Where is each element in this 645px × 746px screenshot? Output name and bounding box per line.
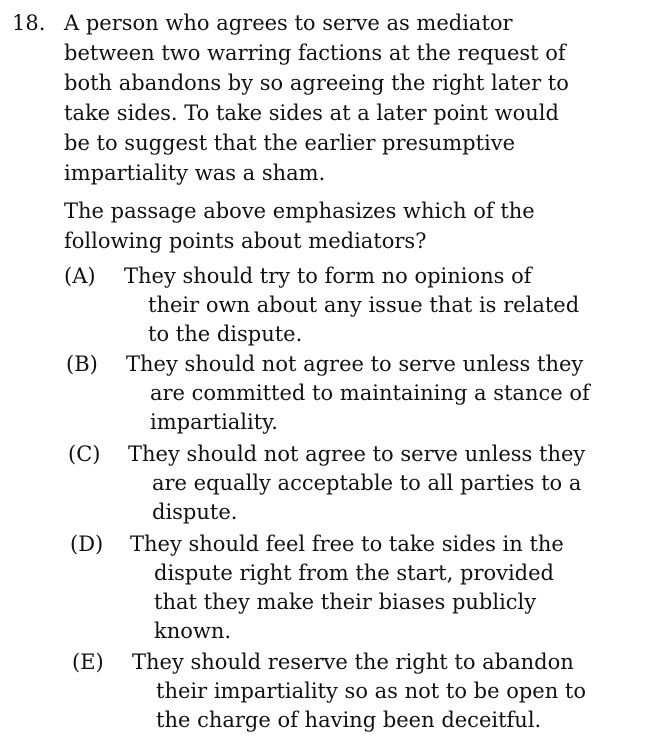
option-line: They should reserve the right to abandon [132, 650, 574, 674]
stem-line: between two warring factions at the request of [64, 41, 566, 65]
option-line: the charge of having been deceitful. [156, 708, 542, 732]
option-text [132, 648, 586, 735]
option-line: are equally acceptable to all parties to a [152, 471, 582, 495]
question-prompt [64, 196, 634, 256]
option-line: They should feel free to take sides in the [130, 532, 564, 556]
stem-line: take sides. To take sides at a later point would [64, 101, 559, 125]
option-text [128, 440, 585, 527]
option-letter: (B) [66, 352, 98, 376]
question-stem [64, 8, 634, 188]
stem-line: be to suggest that the earlier presumptive [64, 131, 516, 155]
option-letter: (E) [72, 650, 104, 674]
option-line: They should not agree to serve unless they [126, 352, 584, 376]
option-line: They should try to form no opinions of [124, 264, 532, 288]
option-text [130, 530, 564, 646]
option-line: They should not agree to serve unless they [128, 442, 586, 466]
option-text [126, 350, 590, 437]
option-line: dispute. [152, 500, 238, 524]
option-line: known. [154, 619, 232, 643]
stem-line: impartiality was a sham. [64, 161, 326, 185]
option-line: their impartiality so as not to be open to [156, 679, 586, 703]
question-number: 18. [12, 11, 46, 35]
option-line: dispute right from the start, provided [154, 561, 554, 585]
option-line: are committed to maintaining a stance of [150, 381, 590, 405]
option-line: to the dispute. [148, 322, 303, 346]
option-line: impartiality. [150, 410, 278, 434]
option-line: that they make their biases publicly [154, 590, 537, 614]
option-line: their own about any issue that is related [148, 293, 580, 317]
stem-line: A person who agrees to serve as mediator [64, 11, 513, 35]
option-text [124, 262, 579, 349]
prompt-line: following points about mediators? [64, 229, 427, 253]
option-letter: (C) [68, 442, 101, 466]
prompt-line: The passage above emphasizes which of the [64, 199, 535, 223]
option-letter: (A) [64, 264, 96, 288]
option-letter: (D) [70, 532, 104, 556]
stem-line: both abandons by so agreeing the right later to [64, 71, 569, 95]
